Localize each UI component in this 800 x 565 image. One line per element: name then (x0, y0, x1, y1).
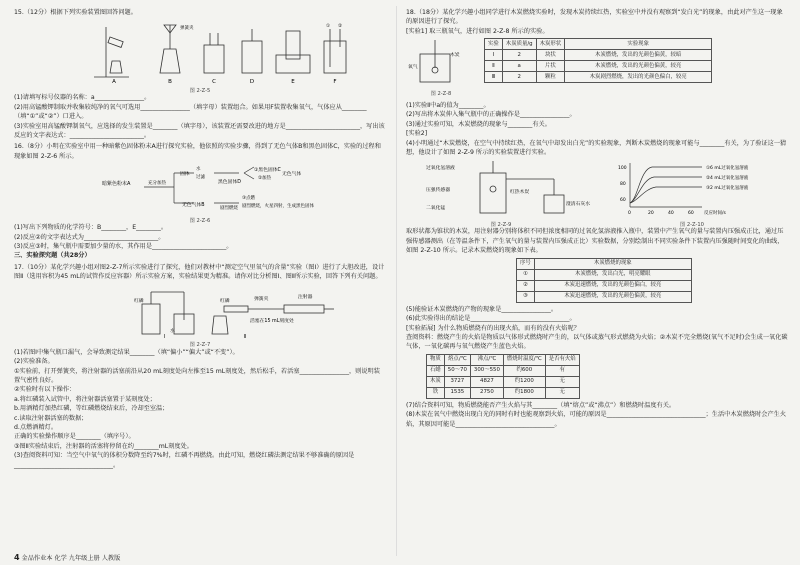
q16-stem: 16.（8分）小明在实验室中用一种暗紫色固体粉末A进行探究实验，他依照的实验步骤，得到了无色气体B和黑色固体C，实验的过程和现象如图 2-Z-6 所示。 (14, 143, 381, 160)
fig9-label-1: 压强传感器 (426, 188, 450, 194)
flask-drawing (406, 38, 476, 86)
fig7-label-1: 弹簧夹 (254, 296, 269, 302)
chart-xtick-3: 60 (688, 211, 694, 217)
fig6-node-0: 暗紫色粉末A (102, 181, 131, 188)
q15-part3: (3)实验室用高锰酸钾制氧气，应选择的发生装置是________（填字母），该装置还需要改进的地方是________________________，写出该反应的文字表达式：________________________。 (14, 122, 385, 140)
table-row (517, 291, 692, 302)
table-row (427, 387, 580, 398)
table-cell: 50～70 (444, 365, 470, 376)
q17-part2b: ②实验时有以下操作： (14, 386, 76, 394)
fig6-node-2: 固体 (180, 172, 190, 178)
figure-2-z-5 (14, 19, 386, 94)
table-cell: 木炭燃烧，发出白光，明亮耀眼 (534, 269, 691, 280)
fig6-node-3: 水 (196, 167, 201, 173)
table-cell: 约1800 (503, 387, 545, 398)
table-row (427, 365, 580, 376)
table-header-cell: 木炭质量/g (502, 39, 536, 50)
q18-info: 查阅资料：燃烧产生的火焰是物质以气体形式燃烧时产生的，以气体或蒸气形式燃烧为火焰；②木炭不完全燃烧(氧气不足时)会生成一氧化碳气体，一氧化碳再与氧气燃烧产生蓝色火焰。 (406, 333, 788, 351)
column-divider (396, 6, 397, 556)
fig5-small-2: ② (338, 24, 343, 30)
fig5-label-c: C (212, 79, 216, 84)
question-17 (14, 263, 386, 470)
page-footer (14, 553, 120, 562)
section-heading-3: 三、实验探究题（共28分） (14, 252, 91, 260)
figure-2-z-7 (14, 284, 386, 349)
q17-part2: (2)实验准备。 (14, 358, 54, 366)
figure-2-z-8 (406, 38, 476, 99)
fig5-label-b: B (168, 79, 172, 84)
fig6-node-8: ①黑色固体C (254, 168, 281, 174)
q18-part3: (3)通过实验可知，木炭燃烧的现象与________有关。 (406, 120, 551, 128)
fig7-label-4: 活塞在15 mL刻度处 (250, 318, 294, 324)
question-15 (14, 8, 386, 140)
fig5-label-a: A (112, 79, 116, 84)
table-cell: 石蜡 (427, 365, 445, 376)
table-cell: Ⅱ (485, 61, 503, 72)
chart-xlabel: 反应时间/s (704, 211, 726, 217)
fig6-node-5: 黑色固体D (218, 180, 241, 186)
table-cell: 木炭迅速燃烧，发出的光颜色偏白，较亮 (534, 280, 691, 291)
fig7-label-2: 注射器 (298, 294, 313, 300)
table-cell: 300～550 (470, 365, 503, 376)
chart-xtick-1: 20 (648, 211, 654, 217)
chart-xtick-2: 40 (668, 211, 674, 217)
table-cell: 片状 (536, 61, 565, 72)
curve-1 (630, 167, 702, 203)
q18-part1: (1)实验Ⅱ中a的值为________。 (406, 102, 490, 110)
table-cell: 铁 (427, 387, 445, 398)
q18-part4: (4)小明通过“木炭燃烧，在空气中持续红热，在氧气中却发出白光”的实验现象，判断木炭燃烧的现象可能与________有关，为了验证这一猜想，他设计了如图 2-Z-9 所示的实验装置进行实验。 (406, 139, 787, 157)
chart-xtick-0: 0 (628, 211, 631, 217)
fig9-label-4: 澄清石灰水 (566, 202, 590, 208)
fig8-label-0: 木炭 (450, 53, 460, 59)
table-row (427, 376, 580, 387)
table-cell: 木炭迅速燃烧，发出的光颜色偏黄，较亮 (534, 291, 691, 302)
chart-legend-1: ②4 mL过氧化氢溶液 (706, 176, 749, 182)
fig10-caption: 图 2-Z-10 (680, 221, 704, 228)
footer-text: 金品作业本 化学 九年级上册 人教版 (21, 555, 121, 562)
fig9-label-3: 红热木炭 (510, 190, 530, 196)
table-cell: 木炭燃烧，发出的光颜色偏黄，较亮 (565, 61, 712, 72)
q17-op-d: d.点燃酒精灯。 (14, 423, 58, 431)
table-row (485, 72, 712, 83)
fig7-caption: 图 2-Z-7 (189, 342, 211, 349)
fig7-label-6: Ⅰ (164, 333, 166, 338)
table-cell: 无 (545, 376, 579, 387)
q17-part1: (1)若图Ⅰ中集气瓶口漏气，会导致测定结果________（填“偏小”“偏大”或“不变”）。 (14, 348, 239, 356)
pressure-chart (602, 159, 782, 217)
table-header-row (485, 39, 712, 50)
table-header-cell: 木炭形状 (536, 39, 565, 50)
table-header-cell: 熔点/℃ (444, 354, 470, 365)
q18-exp2: [实验2] (406, 130, 428, 138)
fig5-label-d: D (249, 79, 255, 84)
table-header-cell: 实验 (485, 39, 503, 50)
table-header-cell: 是否有火焰 (545, 354, 579, 365)
table-row (517, 280, 692, 291)
fig7-label-3: 红磷 (220, 298, 230, 304)
fig6-caption: 图 2-Z-6 (189, 217, 211, 224)
table-cell: 2750 (470, 387, 503, 398)
table-cell: Ⅲ (485, 72, 503, 83)
table-cell: 约1200 (503, 376, 545, 387)
table-row (517, 269, 692, 280)
q18-exp1: [实验1] 取三瓶氧气，进行如图 2-Z-8 所示的实验。 (406, 27, 549, 35)
chart-ytick-1: 80 (620, 182, 626, 188)
left-column (14, 8, 386, 472)
exp2-figures (406, 159, 788, 228)
page-number: 4 (14, 553, 20, 562)
fig6-node-6: 无色气体B (182, 203, 205, 209)
table-cell: 木炭剧烈燃烧，发出的光颜色偏白，较亮 (565, 72, 712, 83)
table-cell: ① (517, 269, 535, 280)
figure-2-z-10 (602, 159, 782, 228)
fig9-label-0: 过氧化氢溶液 (426, 166, 455, 172)
table-cell: 4827 (470, 376, 503, 387)
apparatus-drawing-9 (406, 159, 596, 217)
q18-part5: (5)能验证木炭燃烧的产物的现象是________________。 (406, 305, 558, 313)
table-cell: 块状 (536, 50, 565, 61)
fig9-label-2: 二氧化锰 (426, 206, 446, 212)
fig8-caption: 图 2-Z-8 (430, 90, 452, 97)
fig7-label-0: 红磷 (134, 298, 144, 304)
table-header-cell: 燃烧时温度/℃ (503, 354, 545, 365)
fig6-node-4: 过滤 (196, 175, 205, 181)
table-header-row (427, 354, 580, 365)
table-cell: 1535 (444, 387, 470, 398)
table-header-cell: 物质 (427, 354, 445, 365)
fig5-caption: 图 2-Z-5 (189, 87, 211, 94)
fig7-label-5: 水 (170, 328, 175, 334)
q18-stem: 18.（18分）某化学兴趣小组同学进行木炭燃烧实验时，发现木炭持续红热，实验室中并没有观察到“发白光”的现象，由此对产生这一现象的原因进行了探究。 (406, 9, 783, 26)
chart-ytick-0: 100 (618, 166, 627, 172)
table-cell: 木炭 (427, 376, 445, 387)
table-cell: ③ (517, 291, 535, 302)
q17-part2c: 正确的实验操作顺序是________（填序号）。 (14, 433, 135, 441)
table-cell: Ⅰ (485, 50, 503, 61)
table-row (485, 50, 712, 61)
table-header-cell: 沸点/℃ (470, 354, 503, 365)
q16-part3: (3)反应③时，集气瓶中需要加少量的水，其作用是________________________。 (14, 243, 233, 251)
table-cell: 2 (502, 50, 536, 61)
chart-legend-0: ①6 mL过氧化氢溶液 (706, 166, 749, 172)
apparatus-drawings-7 (14, 284, 386, 338)
fig7-label-7: Ⅱ (244, 333, 247, 338)
q18-part2: (2)写出将木炭伸入集气瓶中的正确操作是________________。 (406, 111, 576, 119)
fig5-label-e: E (291, 79, 295, 84)
q15-part2: (2)用高锰酸钾制取并收集较纯净的氧气可选用________________（填字母）装置组合。如果用F装置收集氧气，气体应从________（填“①”或“②”）口进入。 (14, 103, 367, 121)
right-column (406, 8, 788, 429)
table-header-cell: 实验现象 (565, 39, 712, 50)
q17-part2d: ③图Ⅱ实验结束后，注射器的活塞将停留在约________mL刻度处。 (14, 442, 193, 450)
table-cell: 颗粒 (536, 72, 565, 83)
q17-op-b: b.用酒精灯加热红磷，等红磷燃烧结束后，冷却至室温； (14, 405, 169, 413)
q17-part3: (3)查阅资料可知：当空气中氧气的体积分数降至约7%时，红磷不再燃烧。由此可知，燃烧红磷法测定结果不够准确的原因是________________________________。 (14, 452, 355, 469)
q15-part1: (1)请填写标号仪器的名称：a________________。 (14, 94, 151, 102)
fig9-caption: 图 2-Z-9 (490, 221, 512, 228)
fig5-label-f: F (333, 79, 337, 84)
chart-legend-2: ③2 mL过氧化氢溶液 (706, 186, 749, 192)
q17-op-a: a.将红磷装入试管中，将注射器活塞置于某刻度处； (14, 395, 156, 403)
q17-op-c: c.读取注射器活塞的数据； (14, 414, 88, 422)
fig6-node-7: 剧烈燃烧 (220, 206, 238, 212)
q18-part7: (7)结合资料可知，物质燃烧能否产生火焰与其________（填“熔点”或“沸点”）和燃烧时温度有关。 (406, 401, 676, 409)
q18-paragraph: 取形状都为锥状的木炭，用注射器分别将体积不同但浓度相同的过氧化氢溶液推入瓶中，装置中产生氧气的量与装置内压强成正比，通过压强传感器测出（在等温条件下，产生氧气的量与装置内压强成正比）实验数据，分别绘制出不同实验条件下装置内压强随时间变化的曲线，如图 2-Z-10 所示。记录木炭燃烧的现象如下表。 (406, 228, 784, 255)
table-cell: 木炭燃烧，发出的光颜色偏黄，较暗 (565, 50, 712, 61)
figure-2-z-9 (406, 159, 596, 228)
apparatus-drawings (14, 19, 386, 83)
table-header-row (517, 258, 692, 269)
exp1-block (406, 38, 788, 99)
chart-ytick-2: 60 (620, 198, 626, 204)
table-cell: a (502, 61, 536, 72)
q16-part2: (2)反应②的文字表达式为________________________。 (14, 233, 165, 241)
table-cell: 2 (502, 72, 536, 83)
table-exp1 (484, 38, 712, 83)
q18-extension: [实验拓展] 为什么物质燃烧有的出现火焰，而有的没有火焰呢？ (406, 324, 580, 332)
q17-stem: 17.（10分）某化学兴趣小组对图2-Z-7所示实验进行了探究，他们对教材中“测定空气里氧气的含量”实验（图Ⅰ）进行了大胆改进，设计图Ⅱ（选用容积为45 mL的试管作反应容器）所示实验方案，实验结果更为精准。请你对比分析图Ⅰ、图Ⅱ所示实验，回答下列有关问题。 (14, 263, 385, 281)
table-cell: ② (517, 280, 535, 291)
q16-part1: (1)写出下列物质的化学符号：B________，E________。 (14, 224, 168, 232)
fig6-node-12: 剧烈燃烧，火星四射，生成黑色固体 (242, 204, 314, 210)
table-header-cell: 序号 (517, 258, 535, 269)
table-cell: 有 (545, 365, 579, 376)
table-header-cell: 木炭燃烧的现象 (534, 258, 691, 269)
fig6-node-9: ②加热 (258, 176, 272, 182)
fig5-small-0: 弹簧夹 (180, 26, 194, 32)
fig6-node-1: 充分加热 (148, 181, 166, 187)
q18-part6: (6)此实验得出的结论是________________________________。 (406, 315, 576, 323)
table-exp3 (426, 354, 580, 399)
table-exp2 (516, 258, 692, 303)
figure-2-z-6 (14, 163, 386, 224)
fig6-node-10: 无色气体 (282, 172, 302, 178)
table-cell: 无 (545, 387, 579, 398)
fig6-node-11: ③点燃 (242, 196, 256, 202)
q18-part8: (8)木炭在氧气中燃烧出现白光的同时有时也能观察到火焰，可能的原因是________________________________；生活中木炭燃烧时会产生火焰，其原因可能是________________________________。 (406, 411, 787, 428)
question-16 (14, 142, 386, 260)
q15-stem: 15.（12分）根据下列实验装置图回答问题。 (14, 9, 137, 16)
fig8-label-1: 氧气 (408, 65, 418, 71)
table-cell: 约600 (503, 365, 545, 376)
fig5-small-1: ① (326, 24, 331, 30)
table-cell: 3727 (444, 376, 470, 387)
q17-part2a: ①实验前，打开弹簧夹，将注射器的活塞前沿从20 mL刻度处向左推至15 mL刻度处，然后松手，若活塞________________，则说明装置气密性良好。 (14, 367, 380, 384)
flowchart-diagram (14, 163, 386, 213)
table-row (485, 61, 712, 72)
